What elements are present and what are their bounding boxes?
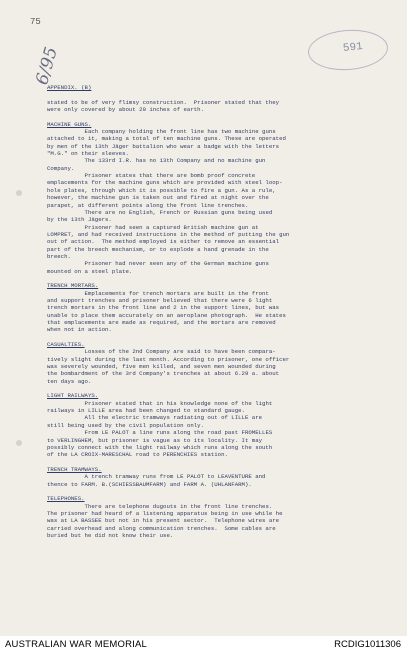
line-spacer [47, 385, 365, 392]
body-line: that emplacements are made as required, and the mortars are removed [47, 319, 276, 326]
punch-hole [16, 440, 22, 446]
body-line: Prisoner stated that in his knowledge none of the light [47, 399, 273, 407]
body-line: All the electric tramways radiating out of LILLE are [47, 414, 263, 422]
footer-institution: AUSTRALIAN WAR MEMORIAL [5, 639, 148, 650]
body-line: A trench tramway runs from LE PALOT to LEAVENTURE and [47, 473, 266, 481]
body-line: mounted on a steel plate. [47, 267, 133, 275]
document-body [47, 84, 365, 539]
body-line: carried overhead and along communication trenches. Some cables are [47, 524, 276, 532]
body-line: out of action. The method employed is either to remove an essential [47, 238, 280, 246]
line-spacer [47, 459, 365, 466]
body-line: Each company holding the front line has two machine guns [47, 128, 276, 136]
body-line: "M.G." on their sleeves. [47, 150, 129, 158]
section-heading: TELEPHONES. [47, 495, 85, 503]
body-line: the bombardment of the 3rd Company's trenches at about 6.29 a. about [47, 370, 280, 378]
footer-record-id: RCDIG1011306 [334, 639, 401, 650]
body-line: to VERLINGHEM, but prisoner is vague as to its locality. It may [47, 436, 263, 444]
body-line: attached to it, making a total of ten machine guns. These are operated [47, 135, 286, 143]
body-line: There are telephone dugouts in the front line trenches. [47, 502, 273, 510]
line-spacer [47, 334, 365, 341]
line-spacer [47, 488, 365, 495]
body-line: There are no English, French or Russian guns being used [47, 208, 273, 216]
body-line: The prisoner had heard of a listening apparatus being in use while he [47, 509, 283, 517]
body-line: were only covered by about 20 inches of earth. [47, 106, 205, 114]
body-line: Prisoner had never seen any of the German machine guns [47, 260, 269, 268]
body-line: thence to FARM. B.(SCHIESSBAUMFARM) and FARM A. (UHLANFARM). [47, 480, 252, 488]
body-line: hole plates, through which it is possible to fire a gun. As a rule, [47, 186, 276, 194]
body-line: when not in action. [47, 326, 112, 334]
body-line: part of the breech mechanism, or to explode a hand grenade in the [47, 245, 269, 253]
section-heading: APPENDIX. (B) [47, 84, 92, 91]
body-line: Prisoner had seen a captured British machine gun at [47, 223, 259, 231]
section-heading: CASUALTIES. [47, 341, 85, 349]
body-line: emplacements for the machine guns which are provided with steel loop- [47, 179, 283, 187]
body-line: possibly connect with the light railway which runs along the south [47, 443, 273, 451]
body-line: Prisoner states that there are bomb proof concrete [47, 172, 256, 180]
body-line: ten days ago. [47, 377, 92, 385]
line-spacer [47, 275, 365, 282]
line-spacer [47, 91, 365, 98]
body-line: From LE PALOT a line runs along the road past FROMELLES [47, 429, 273, 437]
body-line: and support trenches and prisoner believed that there were 6 light [47, 296, 273, 304]
page-number: 75 [30, 17, 41, 27]
body-line: still being used by the civil population only. [47, 421, 205, 429]
handwritten-note: 6/95 [32, 44, 62, 88]
punch-hole [16, 190, 22, 196]
body-line: however, the machine gun is taken out and fired at night over the [47, 194, 269, 202]
body-line: tively slight during the last month. According to prisoner, one officer [47, 355, 290, 363]
body-line: Company. [47, 164, 75, 172]
section-heading: MACHINE GUNS. [47, 120, 92, 128]
body-line: by the 13th Jägers. [47, 216, 112, 224]
body-line: was at LA BASSEE but not in his present sector. Telephone wires are [47, 517, 280, 525]
footer-bar [0, 636, 407, 654]
body-line: unable to place them accurately on an aeroplane photograph. He states [47, 311, 286, 319]
body-line: was severely wounded, five men killed, and seven men wounded during [47, 363, 276, 371]
body-line: of the LA CROIX-MARESCHAL road to PERENCHIES station. [47, 451, 228, 459]
body-line: by men of the 13th Jäger battalion who wear a badge with the letters [47, 142, 280, 150]
body-line: Losses of the 2nd Company are said to have been compara- [47, 348, 276, 356]
body-line: stated to be of very flimsy construction. Prisoner stated that they [47, 98, 280, 106]
body-line: LOMPRET, and had received instructions in the method of putting the gun [47, 230, 290, 238]
body-line: breech. [47, 252, 71, 260]
body-line: buried but he did not know their use. [47, 531, 174, 539]
body-line: The 133rd I.R. has no 13th Company and no machine gun [47, 157, 266, 165]
section-heading: TRENCH TRAMWAYS. [47, 465, 102, 473]
body-line: railways in LILLE area had been changed to standard gauge. [47, 407, 245, 415]
body-line: Emplacements for trench mortars are built in the front [47, 289, 269, 297]
line-spacer [47, 113, 365, 120]
body-line: parapet, at different points along the front line trenches. [47, 201, 249, 209]
section-heading: LIGHT RAILWAYS. [47, 392, 99, 400]
body-line: trench mortars in the front line and 2 in the support lines, but was [47, 304, 280, 312]
stamp-number: 591 [342, 40, 364, 56]
section-heading: TRENCH MORTARS. [47, 282, 99, 290]
